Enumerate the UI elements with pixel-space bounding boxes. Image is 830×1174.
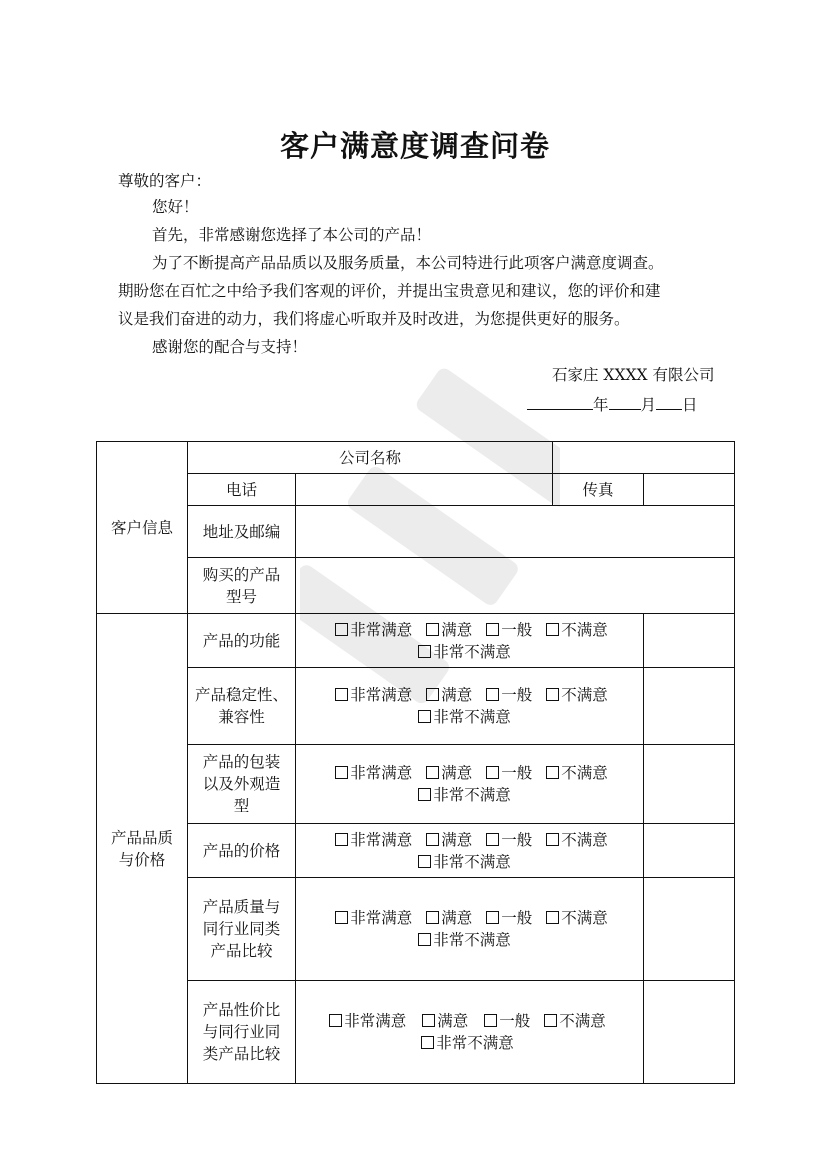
checkbox-icon[interactable] (546, 766, 559, 779)
checkbox-icon[interactable] (421, 1036, 434, 1049)
checkbox-icon[interactable] (544, 1014, 557, 1027)
checkbox-icon[interactable] (486, 688, 499, 701)
checkbox-icon[interactable] (335, 688, 348, 701)
criterion-label (188, 824, 296, 878)
criterion-label-line: 与同行业同 (202, 1023, 281, 1041)
checkbox-icon[interactable] (486, 766, 499, 779)
day-blank[interactable] (656, 393, 682, 410)
option-label: 非常不满意 (433, 708, 511, 726)
option-very-satisfied[interactable] (329, 1010, 406, 1032)
quality-section-label-line: 与价格 (118, 850, 166, 869)
criterion-label-line: 产品的包装 (202, 753, 281, 771)
rating-options (296, 668, 644, 745)
option-very-unsatisfied[interactable] (421, 1032, 514, 1054)
fax-label: 传真 (553, 474, 644, 506)
checkbox-icon[interactable] (418, 788, 431, 801)
option-label: 满意 (441, 909, 473, 927)
option-very-unsatisfied[interactable] (418, 706, 511, 728)
option-label: 非常不满意 (433, 642, 511, 661)
month-label: 月 (640, 396, 657, 414)
checkbox-icon[interactable] (546, 688, 559, 701)
option-label: 非常满意 (350, 909, 413, 927)
remarks-cell[interactable] (644, 668, 735, 745)
criterion-label-line: 产品的功能 (202, 631, 281, 650)
rating-options (296, 981, 644, 1084)
option-label: 非常满意 (344, 1012, 407, 1030)
remarks-cell[interactable] (644, 824, 735, 878)
rating-options (296, 745, 644, 824)
quality-section-label (97, 614, 188, 1084)
checkbox-icon[interactable] (426, 911, 439, 924)
product-model-field[interactable] (296, 558, 735, 614)
checkbox-icon[interactable] (486, 623, 499, 636)
table-row (97, 474, 735, 506)
option-satisfied[interactable] (426, 829, 472, 851)
criterion-label (188, 745, 296, 824)
option-unsatisfied[interactable] (546, 829, 608, 851)
company-name-label: 公司名称 (188, 442, 553, 474)
option-label: 非常满意 (350, 830, 413, 849)
year-label: 年 (593, 396, 609, 414)
option-unsatisfied[interactable] (546, 619, 608, 641)
option-label: 非常满意 (350, 686, 413, 704)
option-label: 不满意 (559, 1012, 606, 1030)
day-label: 日 (682, 396, 698, 414)
quality-section-label-line: 产品品质 (110, 828, 173, 847)
option-average[interactable] (484, 1010, 530, 1032)
option-very-unsatisfied[interactable] (418, 641, 511, 663)
option-label: 非常不满意 (433, 852, 511, 871)
table-row (97, 442, 735, 474)
table-row (97, 981, 735, 1084)
salutation: 尊敬的客户： (118, 172, 212, 190)
option-average[interactable] (486, 907, 532, 929)
survey-table (96, 441, 735, 1084)
option-label: 非常满意 (350, 620, 413, 639)
option-satisfied[interactable] (426, 762, 472, 784)
option-label: 一般 (501, 620, 533, 639)
option-average[interactable] (486, 684, 532, 706)
option-very-satisfied[interactable] (335, 829, 412, 851)
remarks-cell[interactable] (644, 878, 735, 981)
criterion-label-line: 产品的价格 (202, 841, 281, 860)
criterion-label-line: 产品比较 (210, 942, 273, 960)
criterion-label-line: 兼容性 (218, 708, 265, 726)
option-unsatisfied[interactable] (544, 1010, 606, 1032)
table-row (97, 614, 735, 668)
customer-section-label: 客户信息 (97, 442, 188, 614)
criterion-label (188, 981, 296, 1084)
option-very-satisfied[interactable] (335, 684, 412, 706)
option-label: 非常不满意 (433, 931, 511, 949)
option-label: 满意 (441, 686, 473, 704)
table-row (97, 878, 735, 981)
criterion-label-line: 同行业同类 (202, 920, 281, 938)
fax-field[interactable] (644, 474, 735, 506)
option-very-unsatisfied[interactable] (418, 929, 511, 951)
page-title: 客户满意度调查问卷 (279, 129, 550, 163)
criterion-label-line: 以及外观造 (202, 775, 281, 793)
checkbox-icon[interactable] (418, 645, 431, 658)
option-satisfied[interactable] (422, 1010, 468, 1032)
criterion-label-line: 类产品比较 (202, 1045, 281, 1063)
greeting: 您好！ (152, 198, 199, 216)
option-very-satisfied[interactable] (335, 907, 412, 929)
remarks-cell[interactable] (644, 745, 735, 824)
checkbox-icon[interactable] (546, 833, 559, 846)
checkbox-icon[interactable] (418, 855, 431, 868)
checkbox-icon[interactable] (426, 688, 439, 701)
product-model-label (188, 558, 296, 614)
checkbox-icon[interactable] (486, 911, 499, 924)
product-model-label-line: 购买的产品 (202, 565, 281, 584)
option-satisfied[interactable] (426, 619, 472, 641)
checkbox-icon[interactable] (335, 833, 348, 846)
phone-field[interactable] (296, 474, 553, 506)
table-row (97, 668, 735, 745)
rating-options (296, 614, 644, 668)
remarks-cell[interactable] (644, 981, 735, 1084)
option-label: 一般 (501, 764, 533, 782)
checkbox-icon[interactable] (335, 766, 348, 779)
checkbox-icon[interactable] (418, 710, 431, 723)
intro-line-4: 议是我们奋进的动力，我们将虚心听取并及时改进，为您提供更好的服务。 (118, 310, 630, 328)
company-name-field[interactable] (553, 442, 735, 474)
option-average[interactable] (486, 762, 532, 784)
checkbox-icon[interactable] (546, 911, 559, 924)
product-model-label-line: 型号 (225, 587, 257, 606)
option-label: 非常满意 (350, 764, 413, 782)
checkbox-icon[interactable] (426, 766, 439, 779)
option-label: 不满意 (561, 620, 608, 639)
criterion-label (188, 614, 296, 668)
checkbox-icon[interactable] (484, 1014, 497, 1027)
criterion-label-line: 型 (233, 797, 250, 815)
option-very-satisfied[interactable] (335, 619, 412, 641)
year-blank[interactable] (527, 393, 593, 410)
company-signature: 石家庄 XXXX 有限公司 (552, 366, 715, 384)
option-label: 满意 (441, 764, 473, 782)
thanks-line: 感谢您的配合与支持！ (152, 338, 308, 356)
intro-line-2: 为了不断提高产品品质以及服务质量，本公司特进行此项客户满意度调查。 (152, 254, 664, 272)
criterion-label (188, 668, 296, 745)
phone-label: 电话 (188, 474, 296, 506)
checkbox-icon[interactable] (335, 911, 348, 924)
checkbox-icon[interactable] (329, 1014, 342, 1027)
option-label: 不满意 (561, 909, 608, 927)
checkbox-icon[interactable] (426, 623, 439, 636)
option-very-unsatisfied[interactable] (418, 784, 511, 806)
rating-options (296, 824, 644, 878)
option-label: 不满意 (561, 830, 608, 849)
option-very-satisfied[interactable] (335, 762, 412, 784)
option-unsatisfied[interactable] (546, 907, 608, 929)
month-blank[interactable] (609, 393, 641, 410)
option-label: 非常不满意 (436, 1034, 514, 1052)
intro-line-3: 期盼您在百忙之中给予我们客观的评价，并提出宝贵意见和建议，您的评价和建 (118, 282, 661, 300)
option-label: 满意 (437, 1012, 469, 1030)
table-row (97, 824, 735, 878)
option-unsatisfied[interactable] (546, 684, 608, 706)
intro-line-1: 首先，非常感谢您选择了本公司的产品！ (152, 226, 432, 244)
checkbox-icon[interactable] (546, 623, 559, 636)
option-label: 一般 (499, 1012, 531, 1030)
address-label: 地址及邮编 (188, 506, 296, 558)
criterion-label (188, 878, 296, 981)
option-label: 非常不满意 (433, 786, 511, 804)
option-label: 满意 (441, 620, 473, 639)
checkbox-icon[interactable] (426, 833, 439, 846)
criterion-label-line: 产品质量与 (202, 898, 281, 916)
table-row (97, 506, 735, 558)
remarks-cell[interactable] (644, 614, 735, 668)
criterion-label-line: 产品稳定性、 (194, 686, 288, 704)
option-satisfied[interactable] (426, 684, 472, 706)
option-label: 不满意 (561, 686, 608, 704)
table-row (97, 558, 735, 614)
option-label: 一般 (501, 686, 533, 704)
option-unsatisfied[interactable] (546, 762, 608, 784)
rating-options (296, 878, 644, 981)
option-label: 不满意 (561, 764, 608, 782)
table-row (97, 745, 735, 824)
option-label: 一般 (501, 830, 533, 849)
option-average[interactable] (486, 829, 532, 851)
checkbox-icon[interactable] (422, 1014, 435, 1027)
option-label: 一般 (501, 909, 533, 927)
option-label: 满意 (441, 830, 473, 849)
checkbox-icon[interactable] (418, 933, 431, 946)
checkbox-icon[interactable] (335, 623, 348, 636)
option-satisfied[interactable] (426, 907, 472, 929)
option-average[interactable] (486, 619, 532, 641)
address-field[interactable] (296, 506, 735, 558)
checkbox-icon[interactable] (486, 833, 499, 846)
date-line (527, 393, 698, 415)
criterion-label-line: 产品性价比 (202, 1001, 281, 1019)
option-very-unsatisfied[interactable] (418, 851, 511, 873)
